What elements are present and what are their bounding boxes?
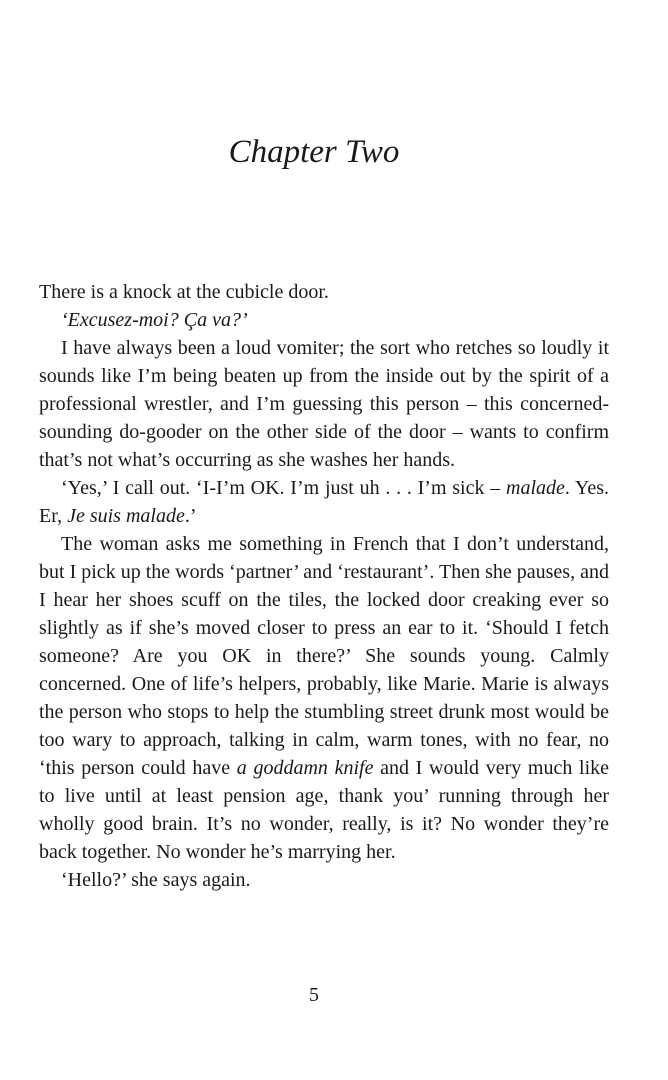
paragraph: [39, 278, 609, 306]
text-run: ‘Hello?’ she says again.: [61, 869, 251, 891]
paragraph: [39, 866, 609, 894]
text-run: The woman asks me something in French that I don’t understand, but I pick up the words ‘partner’ and ‘restaurant’. Then she pauses, and I hear her shoes scuff on the tiles, the locked door creaking ever so slightly as if she’s moved closer to press an ear to it. ‘Should I fetch someone? Are you OK in there?’ She sounds young. Calmly concerned. One of life’s helpers, probably, like Marie. Marie is always the person who stops to help the stumbling street drunk most would be too wary to approach, talking in calm, warm tones, with no fear, no ‘this person could have: [39, 533, 609, 779]
text-run-italic: Je suis malade: [67, 505, 185, 527]
paragraph: [39, 474, 609, 530]
text-run-italic: ‘Excusez-moi? Ça va?’: [61, 309, 248, 331]
text-run-italic: malade: [506, 477, 565, 499]
paragraph: [39, 334, 609, 474]
text-run: . Yes. Er,: [39, 477, 610, 527]
text-run: ‘Yes,’ I call out. ‘I-I’m OK. I’m just uh . . . I’m sick –: [61, 477, 506, 499]
chapter-title: Chapter Two: [228, 134, 400, 170]
text-run: There is a knock at the cubicle door.: [39, 281, 329, 303]
paragraph: [39, 306, 609, 334]
page-number: 5: [309, 984, 319, 1006]
text-run-italic: a goddamn knife: [236, 757, 374, 779]
text-run: .’: [184, 505, 197, 527]
body-text: [39, 278, 609, 894]
paragraph: [39, 530, 609, 866]
text-run: and I would very much like to live until at least pension age, thank you’ running through her wholly good brain. It’s no wonder, really, is it? No wonder they’re back together. No wonder he’s marrying her.: [39, 757, 610, 863]
text-run: I have always been a loud vomiter; the sort who retches so loudly it sounds like I’m being beaten up from the inside out by the spirit of a professional wrestler, and I’m guessing this person – this concerned-sounding do-gooder on the other side of the door – wants to confirm that’s not what’s occurring as she washes her hands.: [39, 337, 609, 471]
